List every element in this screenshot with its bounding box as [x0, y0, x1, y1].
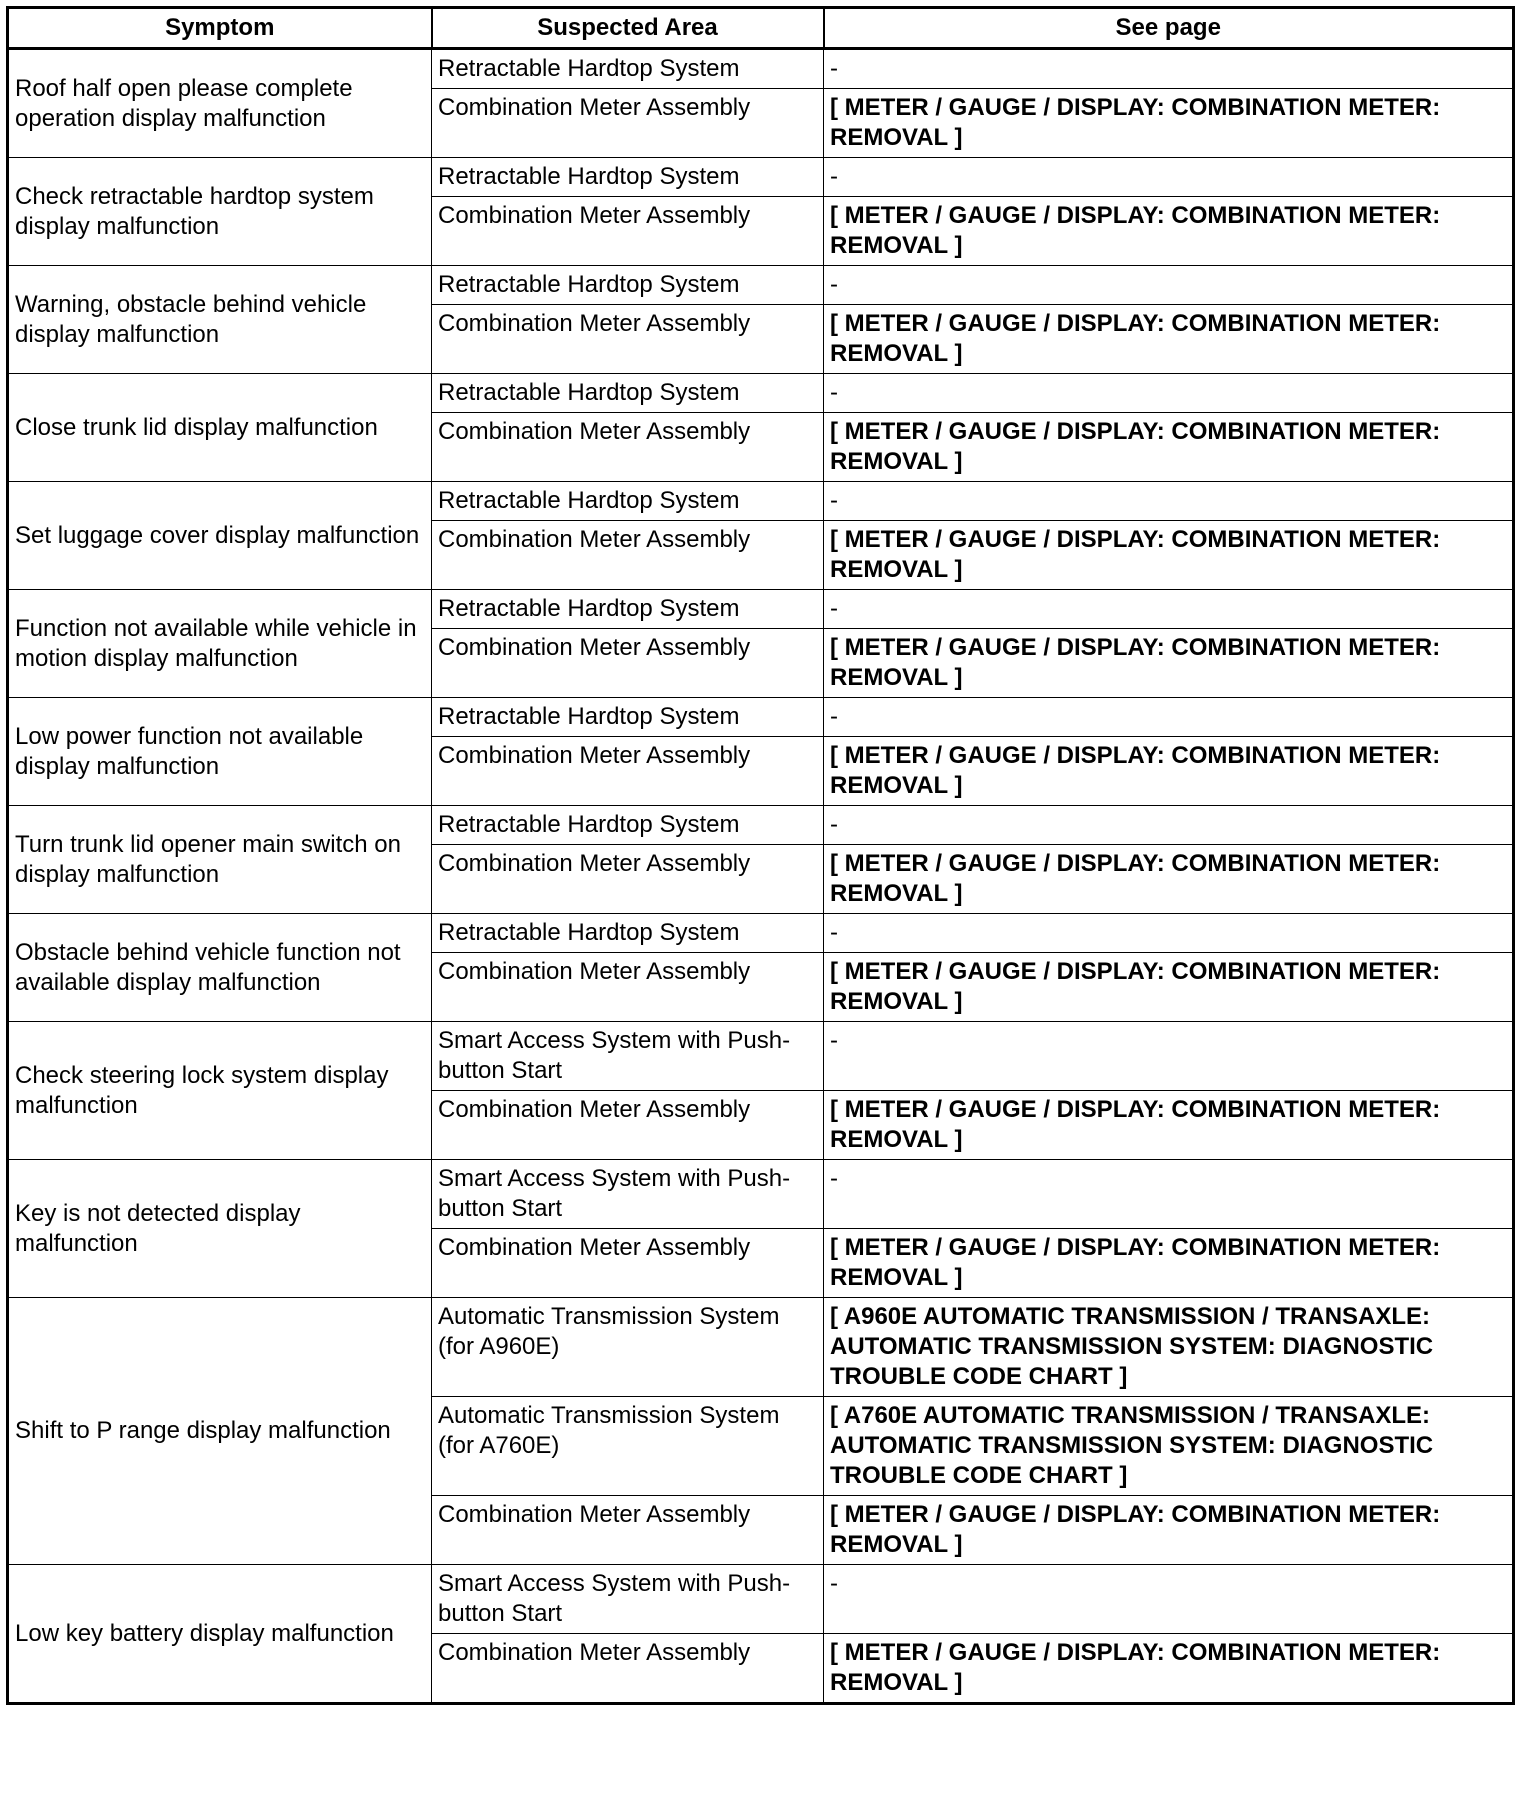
suspected-area-cell: Combination Meter Assembly	[432, 197, 824, 266]
symptom-cell: Obstacle behind vehicle function not available display malfunction	[8, 914, 432, 1022]
see-page-link[interactable]: [ METER / GAUGE / DISPLAY: COMBINATION METER: REMOVAL ]	[824, 197, 1514, 266]
symptom-cell: Shift to P range display malfunction	[8, 1298, 432, 1565]
suspected-area-cell: Combination Meter Assembly	[432, 521, 824, 590]
see-page-link[interactable]: [ METER / GAUGE / DISPLAY: COMBINATION METER: REMOVAL ]	[824, 845, 1514, 914]
see-page-link[interactable]: [ A760E AUTOMATIC TRANSMISSION / TRANSAXLE: AUTOMATIC TRANSMISSION SYSTEM: DIAGNOSTIC TROUBLE CODE CHART ]	[824, 1397, 1514, 1496]
symptom-cell: Warning, obstacle behind vehicle display malfunction	[8, 266, 432, 374]
see-page-link[interactable]: [ METER / GAUGE / DISPLAY: COMBINATION METER: REMOVAL ]	[824, 953, 1514, 1022]
suspected-area-cell: Retractable Hardtop System	[432, 806, 824, 845]
symptom-cell: Roof half open please complete operation display malfunction	[8, 49, 432, 158]
see-page-cell: -	[824, 698, 1514, 737]
see-page-link[interactable]: [ METER / GAUGE / DISPLAY: COMBINATION METER: REMOVAL ]	[824, 1229, 1514, 1298]
symptom-cell: Close trunk lid display malfunction	[8, 374, 432, 482]
see-page-link[interactable]: [ A960E AUTOMATIC TRANSMISSION / TRANSAXLE: AUTOMATIC TRANSMISSION SYSTEM: DIAGNOSTIC TROUBLE CODE CHART ]	[824, 1298, 1514, 1397]
see-page-cell: -	[824, 482, 1514, 521]
see-page-link[interactable]: [ METER / GAUGE / DISPLAY: COMBINATION METER: REMOVAL ]	[824, 521, 1514, 590]
symptom-cell: Check steering lock system display malfunction	[8, 1022, 432, 1160]
see-page-cell: -	[824, 590, 1514, 629]
suspected-area-cell: Smart Access System with Push-button Start	[432, 1022, 824, 1091]
suspected-area-cell: Automatic Transmission System (for A960E)	[432, 1298, 824, 1397]
suspected-area-cell: Retractable Hardtop System	[432, 266, 824, 305]
symptom-cell: Set luggage cover display malfunction	[8, 482, 432, 590]
suspected-area-cell: Combination Meter Assembly	[432, 89, 824, 158]
suspected-area-cell: Retractable Hardtop System	[432, 698, 824, 737]
symptom-cell: Function not available while vehicle in motion display malfunction	[8, 590, 432, 698]
suspected-area-cell: Smart Access System with Push-button Start	[432, 1160, 824, 1229]
table-row	[8, 698, 1514, 737]
suspected-area-cell: Combination Meter Assembly	[432, 413, 824, 482]
see-page-cell: -	[824, 374, 1514, 413]
suspected-area-cell: Combination Meter Assembly	[432, 305, 824, 374]
table-row	[8, 266, 1514, 305]
suspected-area-cell: Retractable Hardtop System	[432, 158, 824, 197]
symptom-cell: Check retractable hardtop system display malfunction	[8, 158, 432, 266]
suspected-area-cell: Retractable Hardtop System	[432, 374, 824, 413]
suspected-area-cell: Combination Meter Assembly	[432, 1091, 824, 1160]
see-page-cell: -	[824, 1565, 1514, 1634]
symptom-cell: Low key battery display malfunction	[8, 1565, 432, 1704]
table-row	[8, 482, 1514, 521]
suspected-area-cell: Combination Meter Assembly	[432, 1496, 824, 1565]
see-page-link[interactable]: [ METER / GAUGE / DISPLAY: COMBINATION METER: REMOVAL ]	[824, 1091, 1514, 1160]
see-page-link[interactable]: [ METER / GAUGE / DISPLAY: COMBINATION METER: REMOVAL ]	[824, 1634, 1514, 1704]
suspected-area-cell: Retractable Hardtop System	[432, 914, 824, 953]
header-row	[8, 8, 1514, 49]
suspected-area-cell: Automatic Transmission System (for A760E)	[432, 1397, 824, 1496]
table-row	[8, 914, 1514, 953]
symptom-cell: Key is not detected display malfunction	[8, 1160, 432, 1298]
see-page-cell: -	[824, 806, 1514, 845]
suspected-area-cell: Combination Meter Assembly	[432, 1634, 824, 1704]
suspected-area-cell: Retractable Hardtop System	[432, 49, 824, 89]
see-page-link[interactable]: [ METER / GAUGE / DISPLAY: COMBINATION METER: REMOVAL ]	[824, 1496, 1514, 1565]
table-row	[8, 49, 1514, 89]
table-row	[8, 374, 1514, 413]
suspected-area-cell: Combination Meter Assembly	[432, 737, 824, 806]
table-row	[8, 1565, 1514, 1634]
suspected-area-cell: Retractable Hardtop System	[432, 590, 824, 629]
suspected-area-cell: Combination Meter Assembly	[432, 845, 824, 914]
see-page-cell: -	[824, 158, 1514, 197]
table-row	[8, 806, 1514, 845]
suspected-area-cell: Combination Meter Assembly	[432, 629, 824, 698]
see-page-cell: -	[824, 1160, 1514, 1229]
see-page-link[interactable]: [ METER / GAUGE / DISPLAY: COMBINATION METER: REMOVAL ]	[824, 629, 1514, 698]
table-row	[8, 1160, 1514, 1229]
table-row	[8, 1022, 1514, 1091]
see-page-cell: -	[824, 914, 1514, 953]
suspected-area-cell: Smart Access System with Push-button Start	[432, 1565, 824, 1634]
header-suspected-area: Suspected Area	[432, 8, 824, 49]
suspected-area-cell: Retractable Hardtop System	[432, 482, 824, 521]
suspected-area-cell: Combination Meter Assembly	[432, 1229, 824, 1298]
see-page-cell: -	[824, 266, 1514, 305]
see-page-link[interactable]: [ METER / GAUGE / DISPLAY: COMBINATION METER: REMOVAL ]	[824, 413, 1514, 482]
table-row	[8, 1298, 1514, 1397]
table-body	[8, 49, 1514, 1704]
table-row	[8, 590, 1514, 629]
see-page-link[interactable]: [ METER / GAUGE / DISPLAY: COMBINATION METER: REMOVAL ]	[824, 89, 1514, 158]
problem-symptoms-table	[6, 6, 1515, 1705]
suspected-area-cell: Combination Meter Assembly	[432, 953, 824, 1022]
see-page-cell: -	[824, 49, 1514, 89]
symptom-cell: Turn trunk lid opener main switch on display malfunction	[8, 806, 432, 914]
table-row	[8, 158, 1514, 197]
header-see-page: See page	[824, 8, 1514, 49]
symptom-cell: Low power function not available display malfunction	[8, 698, 432, 806]
see-page-link[interactable]: [ METER / GAUGE / DISPLAY: COMBINATION METER: REMOVAL ]	[824, 305, 1514, 374]
see-page-link[interactable]: [ METER / GAUGE / DISPLAY: COMBINATION METER: REMOVAL ]	[824, 737, 1514, 806]
see-page-cell: -	[824, 1022, 1514, 1091]
header-symptom: Symptom	[8, 8, 432, 49]
